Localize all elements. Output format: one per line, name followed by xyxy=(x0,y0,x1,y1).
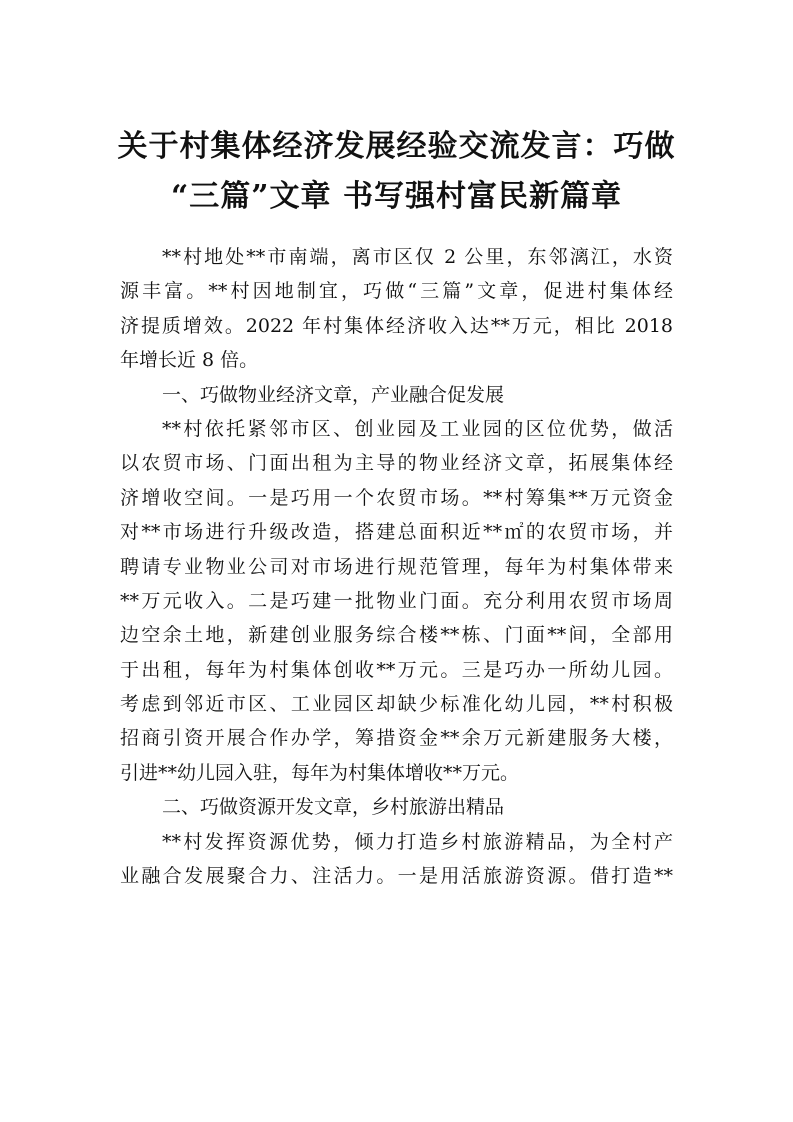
text-line: **村发挥资源优势，倾力打造乡村旅游精品，为全村产 xyxy=(162,830,673,853)
text-line: 招商引资开展合作办学，筹措资金**余万元新建服务大楼， xyxy=(120,727,673,750)
section-heading-1 xyxy=(120,378,673,412)
text-line: 边空余土地，新建创业服务综合楼**栋、门面**间，全部用 xyxy=(120,624,673,647)
text-line: 源丰富。**村因地制宜，巧做“三篇”文章，促进村集体经 xyxy=(120,280,673,303)
paragraph-intro xyxy=(120,240,673,378)
document-title xyxy=(90,122,703,222)
text-line: **村地处**市南端，离市区仅 2 公里，东邻漓江，水资 xyxy=(162,246,673,268)
text-line: 济增收空间。一是巧用一个农贸市场。**村筹集**万元资金 xyxy=(120,486,673,509)
text-line: 济提质增效。2022 年村集体经济收入达**万元，相比 2018 xyxy=(120,314,673,337)
section-heading-text: 一、巧做物业经济文章，产业融合促发展 xyxy=(162,383,505,406)
text-line: 年增长近 8 倍。 xyxy=(120,349,259,372)
title-line-2: “三篇”文章 书写强村富民新篇章 xyxy=(171,179,622,214)
paragraph-property-economy xyxy=(120,412,673,790)
text-line: 业融合发展聚合力、注活力。一是用活旅游资源。借打造** xyxy=(120,865,673,888)
text-line: 于出租，每年为村集体创收**万元。三是巧办一所幼儿园。 xyxy=(120,658,673,681)
title-line-1: 关于村集体经济发展经验交流发言：巧做 xyxy=(117,129,676,164)
text-line: 聘请专业物业公司对市场进行规范管理，每年为村集体带来 xyxy=(120,555,673,578)
section-heading-text: 二、巧做资源开发文章，乡村旅游出精品 xyxy=(162,796,505,819)
text-line: **万元收入。二是巧建一批物业门面。充分利用农贸市场周 xyxy=(120,589,673,612)
text-line: 以农贸市场、门面出租为主导的物业经济文章，拓展集体经 xyxy=(120,452,673,475)
document-body xyxy=(120,240,673,893)
text-line: 对**市场进行升级改造，搭建总面积近**㎡的农贸市场，并 xyxy=(120,521,673,544)
paragraph-tourism xyxy=(120,825,673,894)
text-line: 考虑到邻近市区、工业园区却缺少标准化幼儿园，**村积极 xyxy=(120,693,673,716)
text-line: 引进**幼儿园入驻，每年为村集体增收**万元。 xyxy=(120,761,520,784)
text-line: **村依托紧邻市区、创业园及工业园的区位优势，做活 xyxy=(162,417,673,440)
section-heading-2 xyxy=(120,790,673,824)
